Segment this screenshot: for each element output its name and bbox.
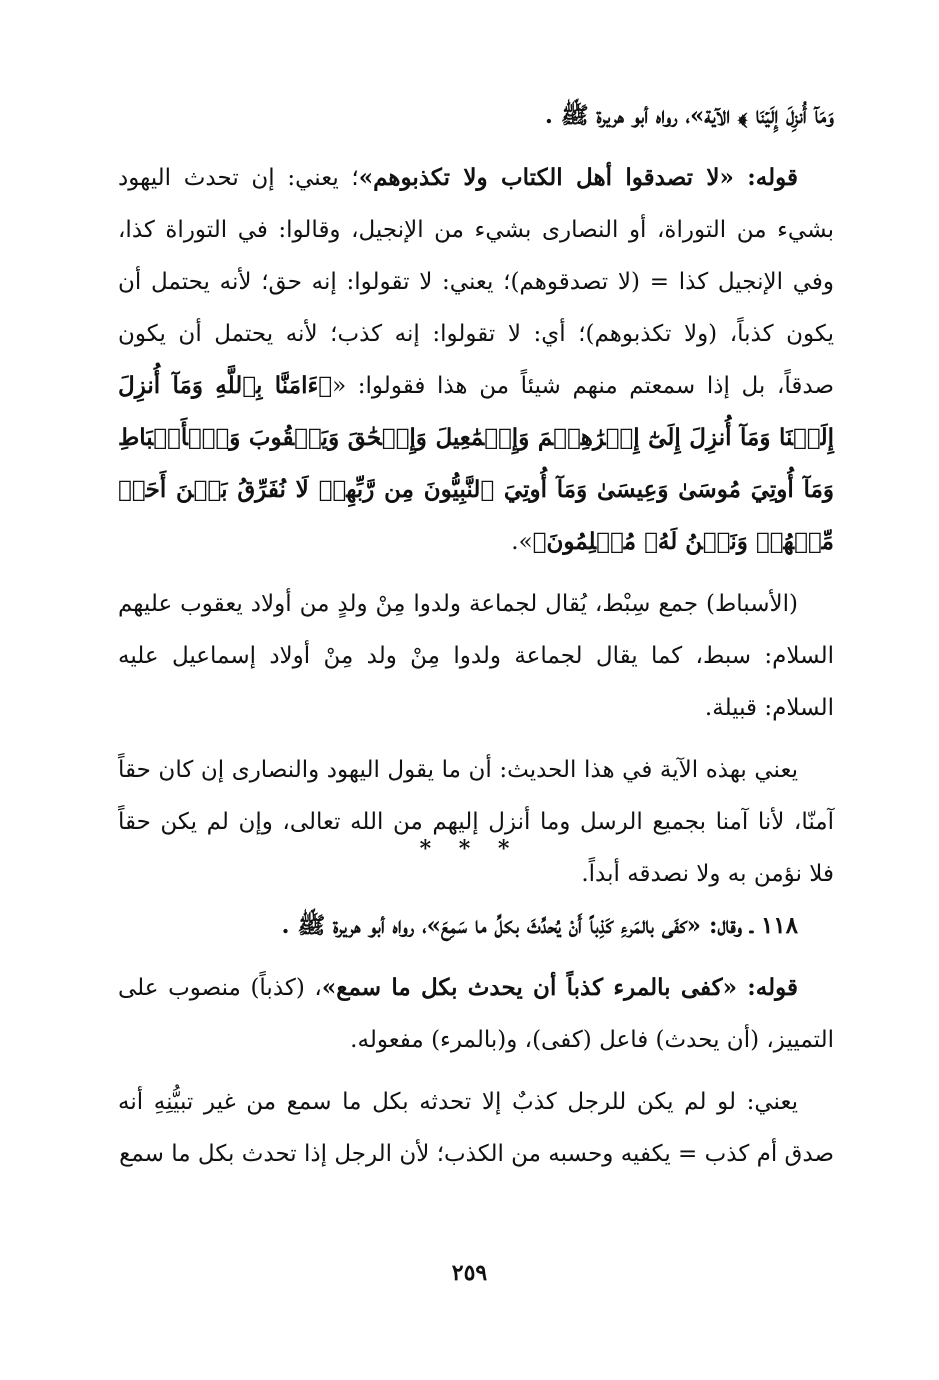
paragraph-asbat	[118, 578, 834, 734]
grammar-text: ، (كذباً) منصوب على التمييز، (أن يحدث) فاعل (كفى)، و(بالمرء) مفعوله.	[118, 975, 834, 1053]
commentary-text: ؛ يعني: إن تحدث اليهود بشيء من التوراة، أو النصارى بشيء من الإنجيل، وقالوا: في التوراة كذا، وفي الإنجيل كذا = (لا تصدقوهم)؛ يعني: لا تقولوا: إنه حق؛ لأنه يحتمل أن يكون كذباً، (ولا تكذبوهم)؛ أي: لا تقولوا: إنه كذب؛ لأنه يحتمل أن يكون صدقاً، بل إذا سمعتم منهم شيئاً من هذا فقولوا: «	[118, 165, 834, 399]
asbat-text: (الأسباط) جمع سِبْط، يُقال لجماعة ولدوا مِنْ ولدٍ من أولاد يعقوب عليهم السلام: سبط، كما يقال لجماعة ولدوا مِنْ ولد مِنْ أولاد إسماعيل عليه السلام: قبيلة.	[118, 591, 834, 721]
paragraph-commentary-1	[118, 152, 834, 568]
paragraph-hadith-118	[118, 900, 834, 952]
quran-verse: ﴿ءَامَنَّا بِٱللَّهِ وَمَآ أُنزِلَ إِلَيۡنَا وَمَآ أُنزِلَ إِلَىٰٓ إِبۡرَٰهِـۧمَ وَإِسۡمَٰعِيلَ وَإِسۡحَٰقَ وَيَعۡقُوبَ وَٱلۡأَسۡبَاطِ وَمَآ أُوتِيَ مُوسَىٰ وَعِيسَىٰ وَمَآ أُوتِيَ ٱلنَّبِيُّونَ مِن رَّبِّهِمۡ لَا نُفَرِّقُ بَيۡنَ أَحَدٖ مِّنۡهُمۡ وَنَحۡنُ لَهُۥ مُسۡلِمُونَ﴾	[118, 372, 834, 555]
page-body-bottom	[118, 900, 834, 1180]
paragraph-meaning	[118, 744, 834, 900]
paragraph-commentary-2	[118, 962, 834, 1066]
commentary-end: ».	[511, 529, 533, 555]
narrator-text: ، رواه أبو هريرة ﷺ .	[544, 102, 690, 129]
hadith-quote-2: قوله: «كفى بالمرء كذباً أن يحدث بكل ما سمع»	[321, 974, 798, 1001]
hadith-quote: قوله: «لا تصدقوا أهل الكتاب ولا تكذبوهم»	[358, 164, 799, 191]
page-number: ٢٥٩	[451, 1260, 488, 1286]
section-separator: * * *	[419, 836, 520, 862]
page-body-top	[118, 90, 834, 900]
paragraph-explanation	[118, 1076, 834, 1180]
paragraph-verse-end	[118, 90, 834, 142]
explanation-text: يعني: لو لم يكن للرجل كذبٌ إلا تحدثه بكل ما سمع من غير تبيُّنِهِ أنه صدق أم كذب = يكفيه وحسبه من الكذب؛ لأن الرجل إذا تحدث بكل ما سمع	[118, 1089, 834, 1167]
verse-fragment: وَمَآ أُنزِلَ إِلَيۡنَا ﴾ الآية»	[690, 102, 834, 129]
meaning-text: يعني بهذه الآية في هذا الحديث: أن ما يقول اليهود والنصارى إن كان حقاً آمنّا، لأنا آمنا بجميع الرسل وما أنزل إليهم من الله تعالى، وإن لم يكن حقاً فلا نؤمن به ولا نصدقه أبداً.	[118, 757, 834, 887]
hadith-118-text: ١١٨ ـ وقال: «كفَى بالمَرءِ كَذِباً أَنْ يُحدِّثَ بكلِّ ما سَمِعَ»، رواه أبو هريرة ﷺ .	[281, 912, 798, 939]
